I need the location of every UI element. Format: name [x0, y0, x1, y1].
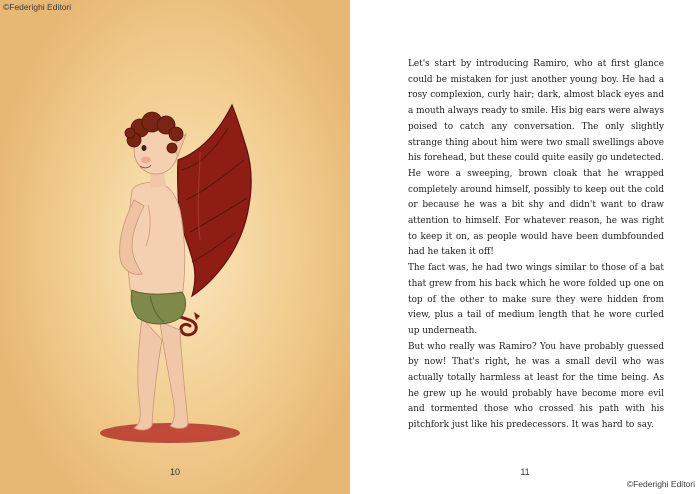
paragraph: Let's start by introducing Ramiro, who at first glance could be mistaken for just another young boy. He had a rosy complexion, curly hair; dark, almost black eyes and a mouth always ready to smile. His big ears were always poised to catch any conversation. The only slightly strange thing about him were two small swellings above his forehead, but these could quite easily go undetected.: [408, 59, 664, 164]
paragraph: The fact was, he had two wings similar to those of a bat that grew from his back which he wore folded up one on top of the other to make sure they were hidden from view, plus a tail of medium length that he wore curled up underneath.: [408, 263, 664, 336]
page-number-right: 11: [520, 467, 530, 477]
legs: [134, 318, 188, 430]
copyright-notice-top: ©Federighi Editori: [3, 2, 72, 12]
paragraph: But who really was Ramiro? You have probably guessed by now! That's right, he was a small devil who was actually totally harmless at least for the time being. As he grew up he would probably have become more evil and tormented those who crossed his path with his pitchfork just like his predecessors. It was hard to say.: [408, 341, 664, 431]
paragraph: He wore a sweeping, brown cloak that he wrapped completely around himself, possibly to keep out the cold or because he was a bit shy and didn't want to draw attention to himself. For whatever reason, he was right to keep it on, as people would have been dumbfounded had he taken it off!: [408, 168, 664, 258]
page-number-left: 10: [169, 467, 180, 477]
copyright-notice-bottom: ©Federighi Editori: [626, 479, 695, 489]
story-text: [408, 57, 664, 434]
loincloth: [131, 290, 185, 324]
right-page: [350, 0, 700, 494]
bat-wing: [178, 105, 251, 296]
